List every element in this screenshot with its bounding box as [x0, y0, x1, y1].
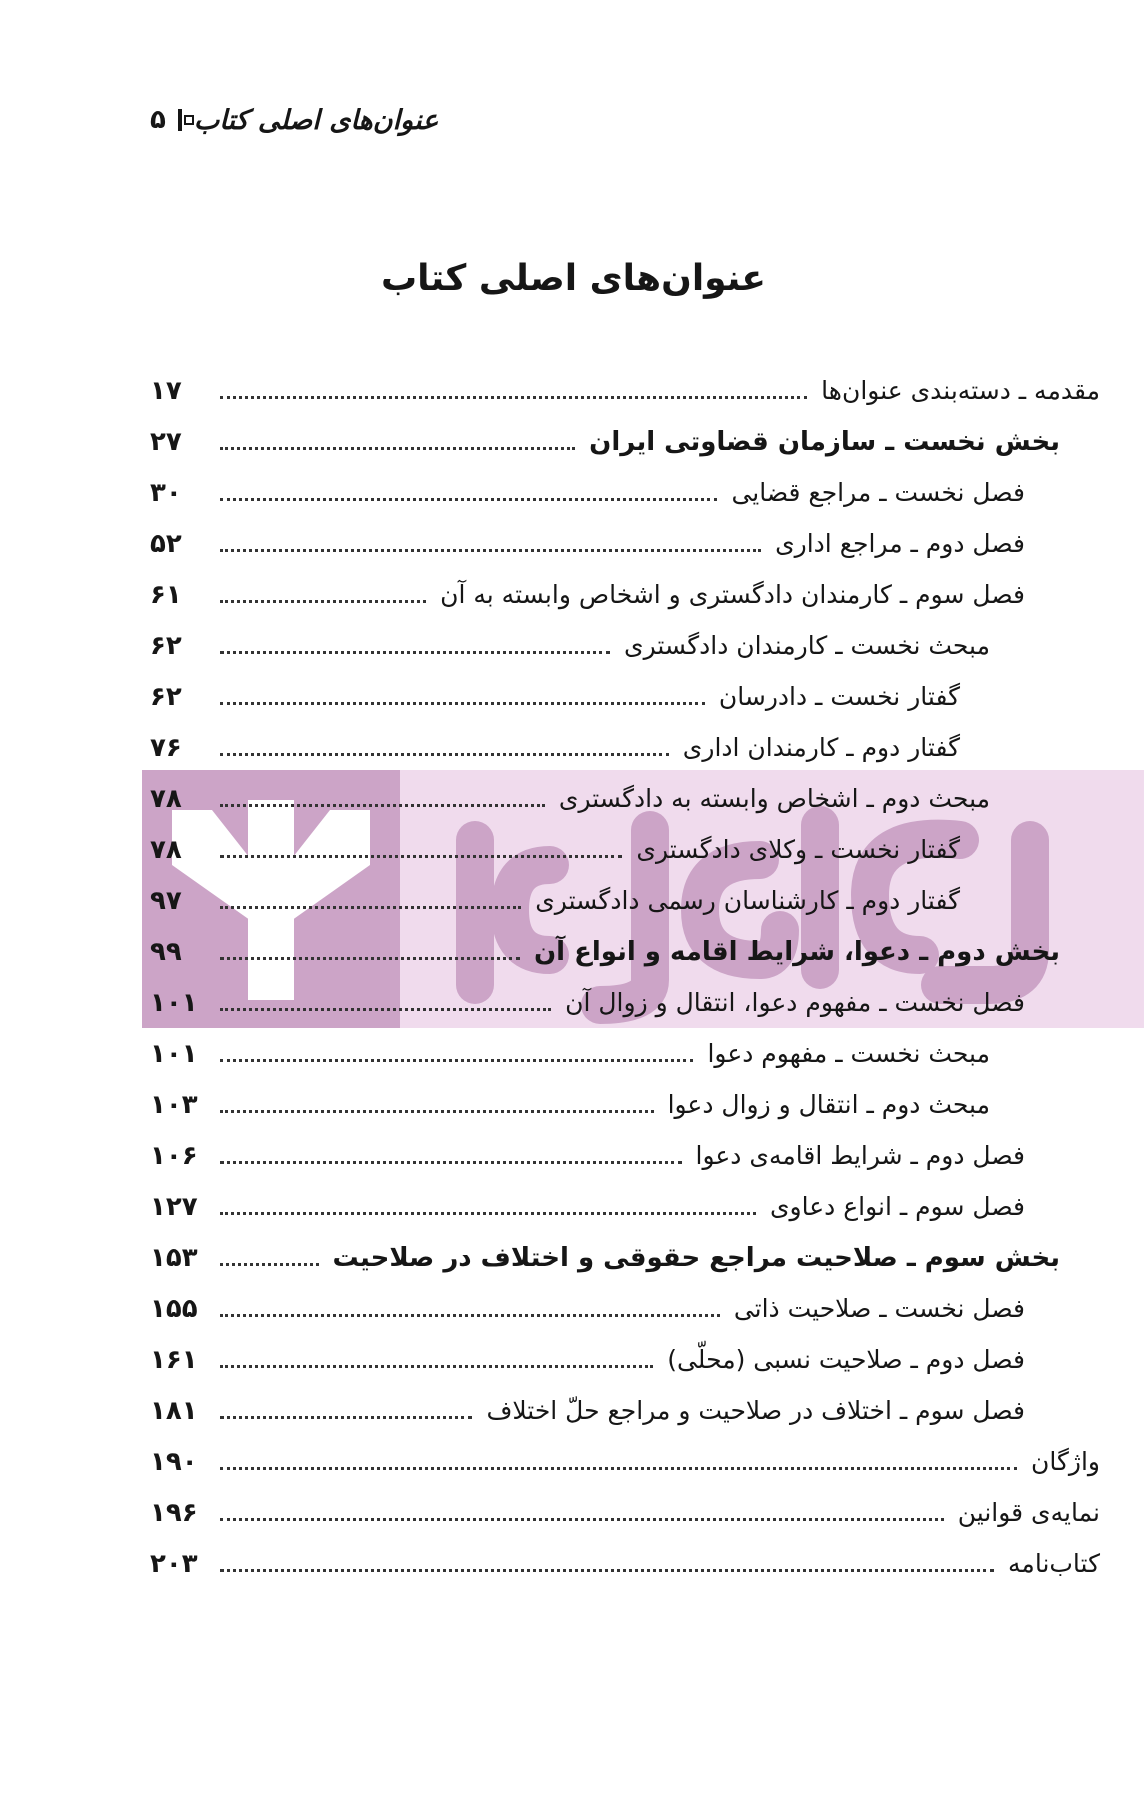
toc-entry-label: بخش نخست ـ سازمان قضاوتی ایران: [589, 426, 1060, 457]
toc-entry-label: کتاب‌نامه: [1008, 1549, 1100, 1578]
dot-leader: [220, 651, 610, 654]
toc-entry-label: فصل نخست ـ مفهوم دعوا، انتقال و زوال آن: [565, 988, 1025, 1017]
toc-entry[interactable]: [150, 1232, 1100, 1283]
dot-leader: [220, 906, 521, 909]
toc-entry-page: ۱۰۱: [150, 987, 198, 1018]
toc-entry-label: فصل دوم ـ شرایط اقامه‌ی دعوا: [695, 1141, 1025, 1170]
toc-entry-page: ۷۸: [150, 834, 182, 865]
toc-entry-label: گفتار دوم ـ کارمندان اداری: [682, 733, 960, 762]
toc-entry-page: ۱۹۰: [150, 1446, 198, 1477]
toc-entry[interactable]: [150, 620, 1100, 671]
toc-entry[interactable]: [150, 1181, 1100, 1232]
dot-leader: [220, 1212, 756, 1215]
toc-entry[interactable]: [150, 773, 1100, 824]
toc-entry-page: ۱۰۶: [150, 1140, 198, 1171]
toc-entry-label: بخش دوم ـ دعوا، شرایط اقامه و انواع آن: [533, 936, 1060, 967]
toc-entry-label: گفتار دوم ـ کارشناسان رسمی دادگستری: [535, 886, 960, 915]
toc-entry[interactable]: [150, 416, 1100, 467]
toc-entry[interactable]: [150, 1334, 1100, 1385]
dot-leader: [220, 1059, 693, 1062]
toc-entry[interactable]: [150, 569, 1100, 620]
dot-leader: [220, 804, 545, 807]
toc-entry-page: ۵۲: [150, 528, 182, 559]
dot-leader: [220, 1365, 653, 1368]
toc-entry[interactable]: [150, 977, 1100, 1028]
toc-entry-page: ۷۶: [150, 732, 182, 763]
toc-entry-label: فصل سوم ـ کارمندان دادگستری و اشخاص وابسته به آن: [440, 580, 1025, 609]
toc-entry-page: ۲۷: [150, 426, 182, 457]
toc-entry-label: مبحث نخست ـ مفهوم دعوا: [707, 1039, 990, 1068]
dot-leader: [220, 1467, 1017, 1470]
toc-entry[interactable]: [150, 722, 1100, 773]
toc-entry-page: ۱۷: [150, 375, 182, 406]
toc-entry-label: مقدمه ـ دسته‌بندی عنوان‌ها: [821, 376, 1100, 405]
toc-entry-label: مبحث نخست ـ کارمندان دادگستری: [624, 631, 990, 660]
toc-entry[interactable]: [150, 1283, 1100, 1334]
toc-entry-label: فصل دوم ـ صلاحیت نسبی (محلّی): [667, 1345, 1025, 1374]
toc-entry[interactable]: [150, 1079, 1100, 1130]
toc-entry-page: ۱۸۱: [150, 1395, 198, 1426]
toc-entry[interactable]: [150, 875, 1100, 926]
toc-entry-label: نمایه‌ی قوانین: [957, 1498, 1100, 1527]
toc-entry-label: واژگان: [1031, 1447, 1100, 1476]
toc-entry-page: ۱۰۳: [150, 1089, 198, 1120]
toc-entry[interactable]: [150, 1385, 1100, 1436]
toc-entry-page: ۱۵۵: [150, 1293, 198, 1324]
toc-entry-page: ۱۰۱: [150, 1038, 198, 1069]
dot-leader: [220, 753, 669, 756]
toc-entry-label: مبحث دوم ـ اشخاص وابسته به دادگستری: [558, 784, 990, 813]
running-title: عنوان‌های اصلی کتاب: [193, 104, 439, 136]
toc-entry[interactable]: [150, 671, 1100, 722]
toc-entry-page: ۶۲: [150, 681, 182, 712]
toc-entry-page: ۱۲۷: [150, 1191, 198, 1222]
toc-entry-page: ۹۹: [150, 936, 182, 967]
toc-entry-page: ۷۸: [150, 783, 182, 814]
toc-entry[interactable]: [150, 1130, 1100, 1181]
toc-entry-page: ۹۷: [150, 885, 182, 916]
dot-leader: [220, 1416, 472, 1419]
toc-entry[interactable]: [150, 1436, 1100, 1487]
toc-entry-label: فصل سوم ـ انواع دعاوی: [769, 1192, 1025, 1221]
toc-entry-page: ۱۹۶: [150, 1497, 198, 1528]
toc-entry-page: ۱۵۳: [150, 1242, 198, 1273]
toc-entry-label: مبحث دوم ـ انتقال و زوال دعوا: [667, 1090, 990, 1119]
toc-entry-page: ۲۰۳: [150, 1548, 198, 1579]
page-title: عنوان‌های اصلی کتاب: [380, 258, 767, 299]
running-header: [150, 98, 439, 142]
toc-entry[interactable]: [150, 926, 1100, 977]
square-ornament-icon: [178, 109, 182, 131]
toc-entry-page: ۱۶۱: [150, 1344, 198, 1375]
toc-entry-label: فصل نخست ـ صلاحیت ذاتی: [733, 1294, 1025, 1323]
dot-leader: [220, 1008, 551, 1011]
toc-entry-page: ۳۰: [150, 477, 182, 508]
toc-entry-label: فصل نخست ـ مراجع قضایی: [731, 478, 1025, 507]
dot-leader: [220, 447, 575, 450]
dot-leader: [220, 1110, 654, 1113]
toc-entry-label: گفتار نخست ـ دادرسان: [718, 682, 960, 711]
toc-entry[interactable]: [150, 518, 1100, 569]
toc-entry-page: ۶۱: [150, 579, 182, 610]
dot-leader: [220, 1569, 994, 1572]
toc-list: [150, 365, 1100, 1589]
toc-entry-page: ۶۲: [150, 630, 182, 661]
toc-entry-label: بخش سوم ـ صلاحیت مراجع حقوقی و اختلاف در صلاحیت: [332, 1242, 1060, 1273]
toc-entry[interactable]: [150, 1028, 1100, 1079]
dot-leader: [220, 1518, 944, 1521]
dot-leader: [220, 1161, 682, 1164]
toc-entry-label: فصل دوم ـ مراجع اداری: [775, 529, 1025, 558]
toc-entry-label: فصل سوم ـ اختلاف در صلاحیت و مراجع حلّ اختلاف: [486, 1396, 1025, 1425]
dot-leader: [220, 855, 622, 858]
toc-entry-label: گفتار نخست ـ وکلای دادگستری: [636, 835, 960, 864]
dot-leader: [220, 396, 807, 399]
dot-leader: [220, 600, 426, 603]
toc-entry[interactable]: [150, 467, 1100, 518]
page-number: ۵: [150, 105, 166, 135]
dot-leader: [220, 957, 520, 960]
toc-entry[interactable]: [150, 1538, 1100, 1589]
dot-leader: [220, 498, 717, 501]
toc-entry[interactable]: [150, 365, 1100, 416]
toc-entry[interactable]: [150, 824, 1100, 875]
dot-leader: [220, 549, 761, 552]
dot-leader: [220, 1263, 319, 1266]
toc-entry[interactable]: [150, 1487, 1100, 1538]
dot-leader: [220, 702, 705, 705]
dot-leader: [220, 1314, 720, 1317]
